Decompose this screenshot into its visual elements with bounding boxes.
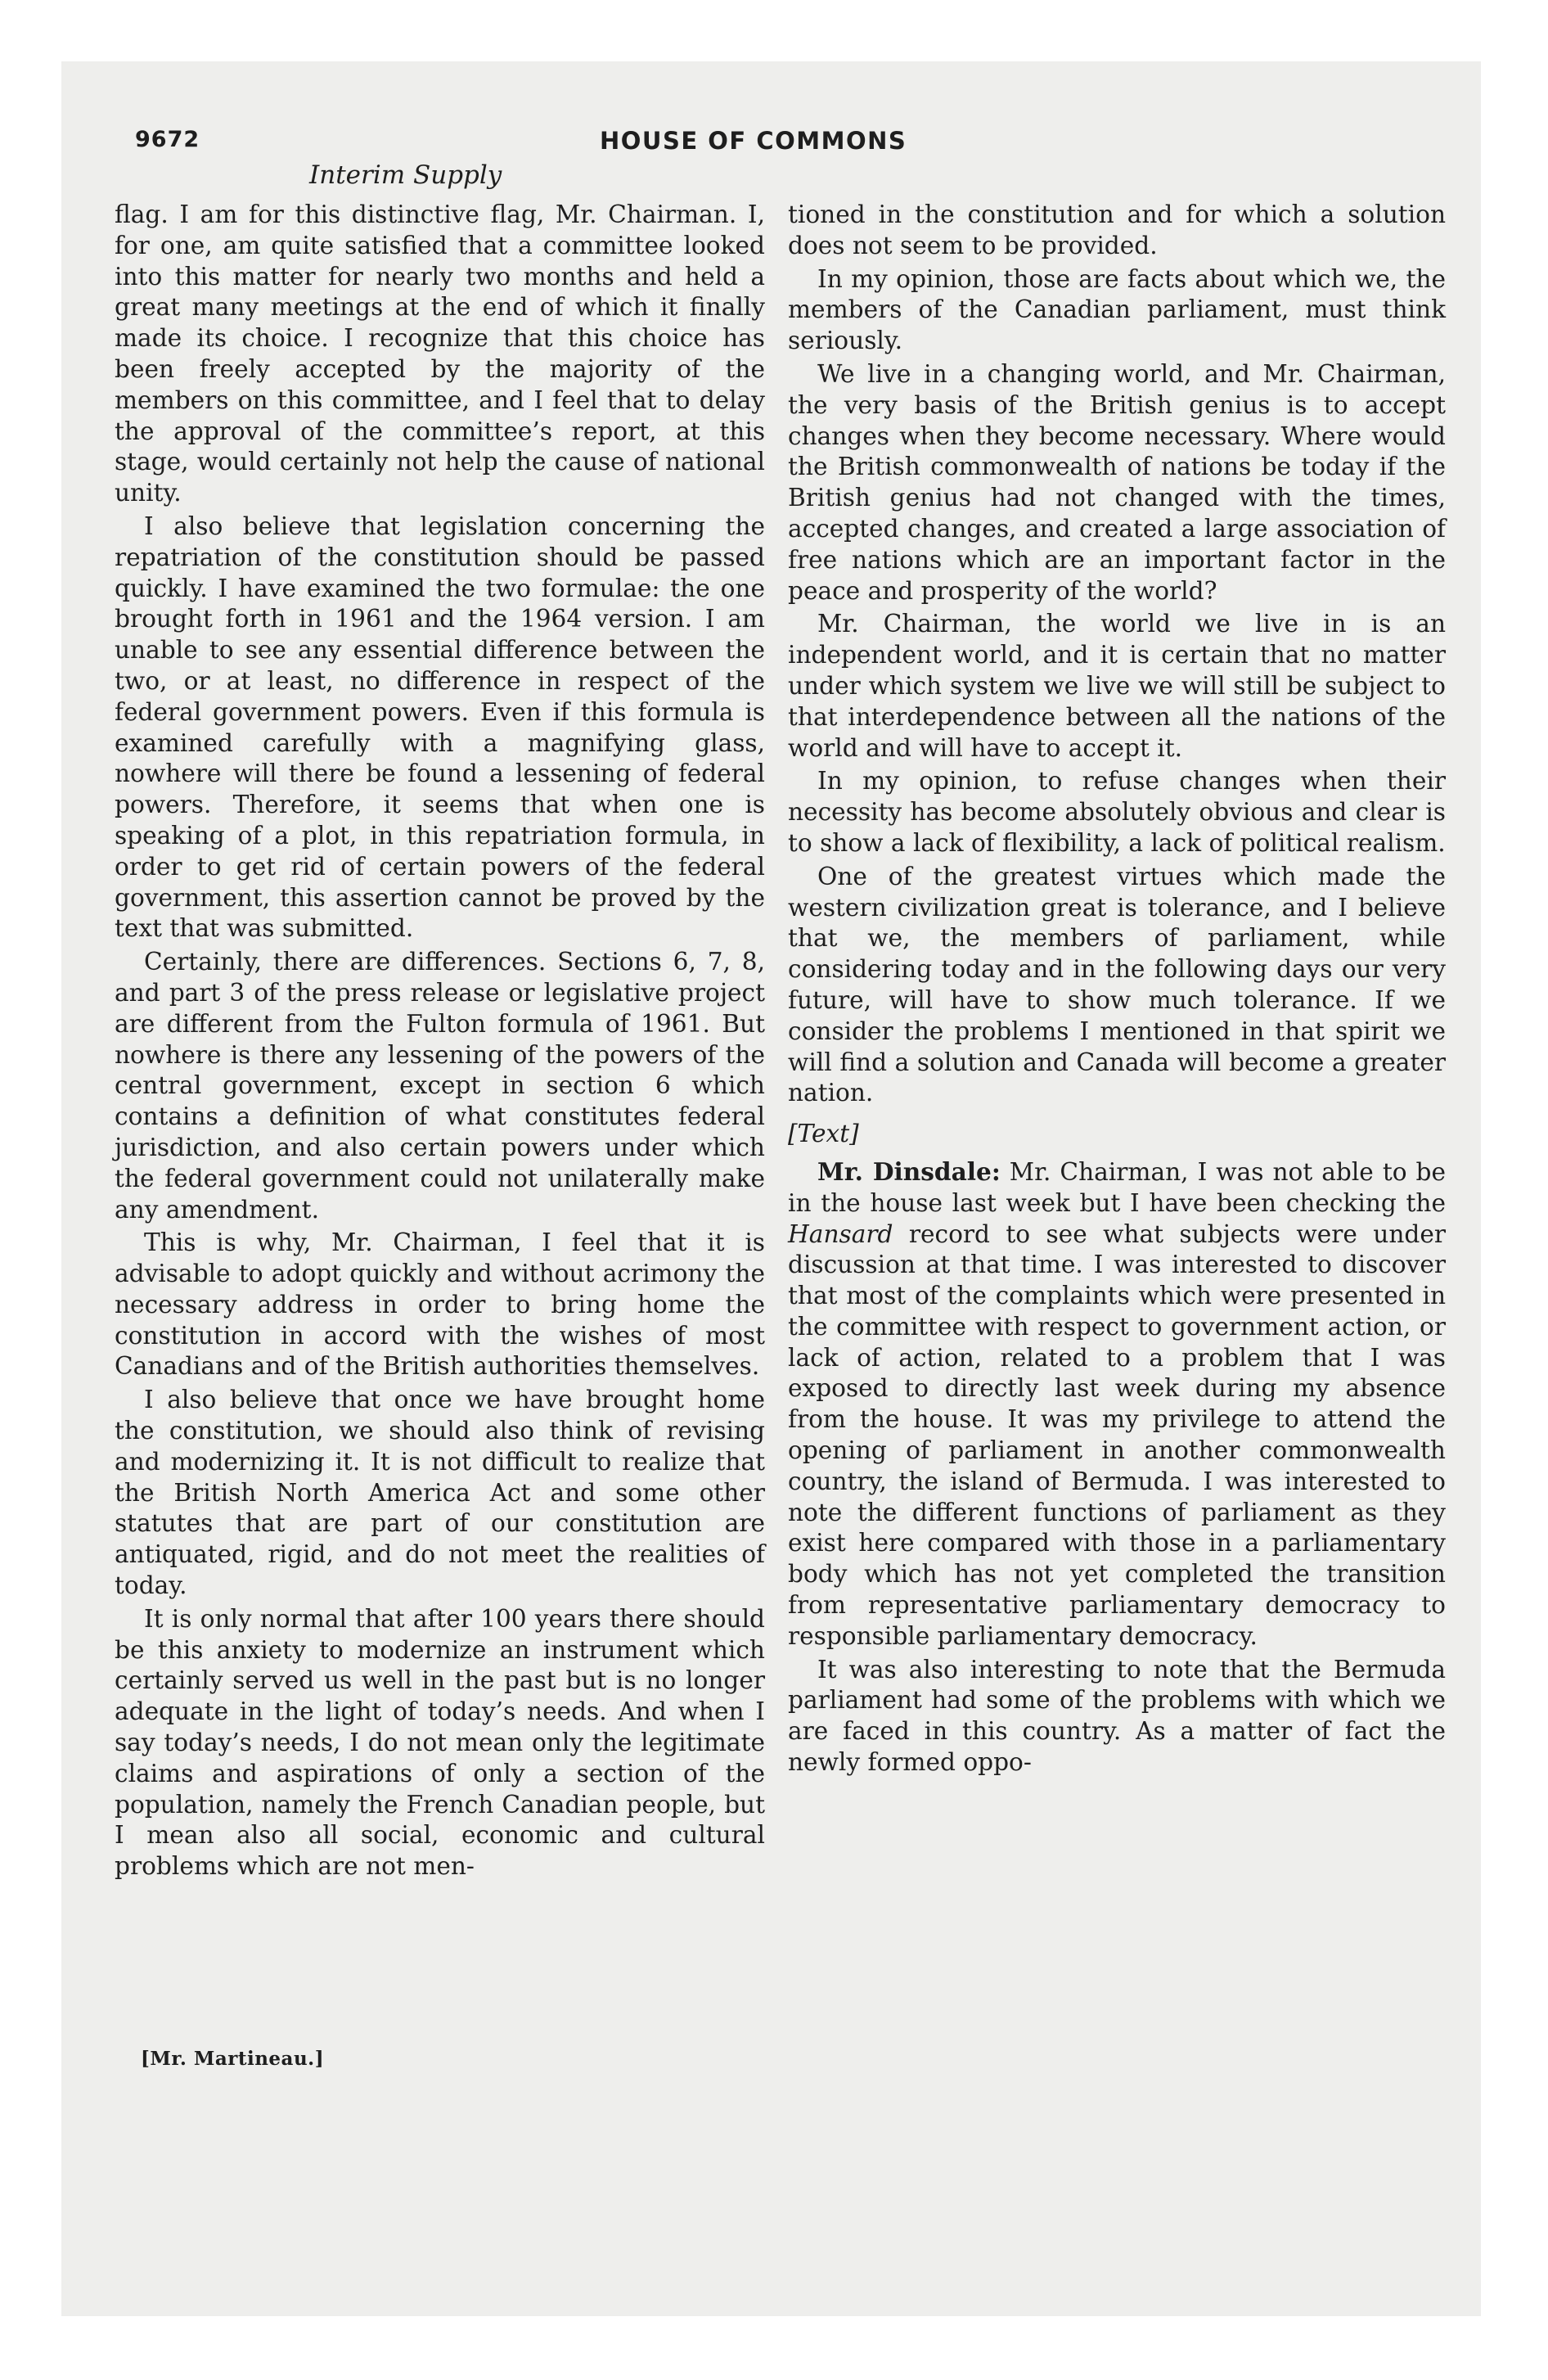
paragraph: flag. I am for this distinctive flag, Mr. Chairman. I, for one, am quite satisfied that a committee looked into this matter for nearly two months and held a great many meetings at the end of which it finally made its choice. I recognize that this choice has been freely accepted by the majority of the members on this committee, and I feel that to delay the approval of the committee’s report, at this stage, would certainly not help the cause of national unity. — [115, 201, 765, 507]
paragraph: It is only normal that after 100 years there should be this anxiety to modernize an instrument which certainly served us well in the past but is no longer adequate in the light of today’s needs. And when I say today’s needs, I do not mean only the legitimate claims and aspirations of only a section of the population, namely the French Canadian people, but I mean also all social, economic and cultural problems which are not men- — [115, 1604, 765, 1881]
page-header — [135, 127, 953, 168]
paragraph: This is why, Mr. Chairman, I feel that it is advisable to adopt quickly and without acrimony the necessary address in order to bring home the constitution in accord with the wishes of most Canadians and of the British authorities themselves. — [115, 1228, 765, 1381]
speech-paragraph — [788, 1156, 1446, 1652]
paragraph: In my opinion, those are facts about which we, the members of the Canadian parliament, must think seriously. — [788, 264, 1446, 355]
left-column — [115, 200, 765, 1882]
speech-text: record to see what subjects were under discussion at that time. I was interested to discover that most of the complaints which were presented in the committee with respect to government action, or lack of action, related to a problem that I was exposed to directly last week during my absence from the house. It was my privilege to attend the opening of parliament in another commonwealth country, the island of Bermuda. I was interested to note the different functions of parliament as they exist here compared with those in a parliamentary body which has not yet completed the transition from representative parliamentary democracy to responsible parliamentary democracy. — [788, 1219, 1446, 1650]
paragraph: Mr. Chairman, the world we live in is an independent world, and it is certain that no matter under which system we live we will still be subject to that interdependence between all the nations of the world and will have to accept it. — [788, 610, 1446, 762]
paragraph: Certainly, there are differences. Sections 6, 7, 8, and part 3 of the press release or legislative project are different from the Fulton formula of 1961. But nowhere is there any lessening of the powers of the central government, except in section 6 which contains a definition of what constitutes federal jurisdiction, and also certain powers under which the federal government could not unilaterally make any amendment. — [115, 948, 765, 1224]
section-subtitle: Interim Supply — [309, 160, 502, 190]
paragraph: I also believe that once we have brought home the constitution, we should also think of revising and modernizing it. It is not difficult to realize that the British North America Act and some other statutes that are part of our constitution are antiquated, rigid, and do not meet the realities of today. — [115, 1386, 765, 1600]
paragraph: We live in a changing world, and Mr. Chairman, the very basis of the British genius is to accept changes when they become necessary. Where would the British commonwealth of nations be today if the British genius had not changed with the times, accepted changes, and created a large association of free nations which are an important factor in the peace and prosperity of the world? — [788, 359, 1446, 605]
text-tag: [Text] — [788, 1120, 859, 1148]
paragraph: One of the greatest virtues which made the western civilization great is tolerance, and I believe that we, the members of parliament, while considering today and in the following days our very future, will have to show much tolerance. If we consider the problems I mentioned in that spirit we will find a solution and Canada will become a greater nation. — [788, 862, 1446, 1107]
paragraph: In my opinion, to refuse changes when their necessity has become absolutely obvious and clear is to show a lack of flexibility, a lack of political realism. — [788, 767, 1446, 857]
page-title: HOUSE OF COMMONS — [600, 127, 907, 155]
page-number: 9672 — [135, 127, 200, 152]
speaker-footer: [Mr. Martineau.] — [141, 2048, 325, 2070]
paragraph: It was also interesting to note that the Bermuda parliament had some of the problems with which we are faced in this country. As a matter of fact the newly formed oppo- — [788, 1655, 1446, 1777]
speaker-name: Mr. Dinsdale: — [817, 1156, 1001, 1186]
right-column — [788, 200, 1446, 1778]
speech-text: Mr. Chairman, I was not able to be in the house last week but I have been checking the — [788, 1157, 1447, 1217]
paragraph: tioned in the constitution and for which a solution does not seem to be provided. — [788, 201, 1446, 259]
hansard-reference: Hansard — [788, 1219, 893, 1248]
paragraph: I also believe that legislation concerning the repatriation of the constitution should be passed quickly. I have examined the two formulae: the one brought forth in 1961 and the 1964 version. I am unable to see any essential difference between the two, or at least, no difference in respect of the federal government powers. Even if this formula is examined carefully with a magnifying glass, nowhere will there be found a lessening of federal powers. Therefore, it seems that when one is speaking of a plot, in this repatriation formula, in order to get rid of certain powers of the federal government, this assertion cannot be proved by the text that was submitted. — [115, 512, 765, 943]
